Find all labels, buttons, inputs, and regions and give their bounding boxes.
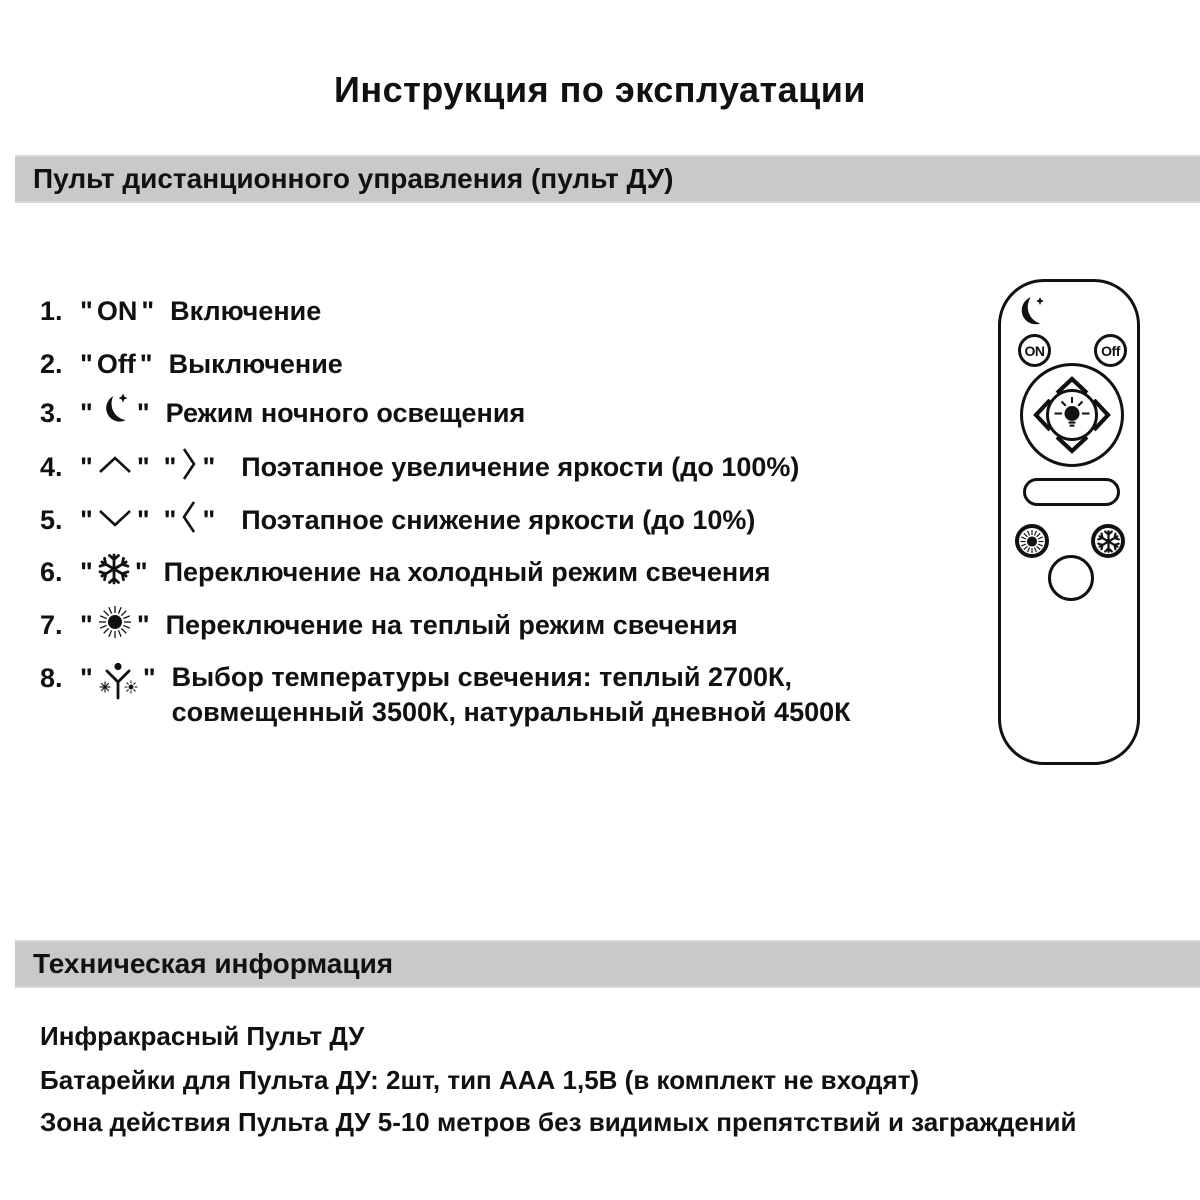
item-text-block bbox=[172, 660, 851, 730]
item-text: Выключение bbox=[168, 348, 343, 379]
quote-mark: " bbox=[80, 663, 93, 693]
quote-mark: " bbox=[80, 451, 93, 482]
section-header-remote bbox=[15, 155, 1200, 203]
quote-mark: " bbox=[80, 348, 93, 379]
list-item-warm-mode bbox=[40, 607, 738, 643]
item-text: Поэтапное увеличение яркости (до 100%) bbox=[241, 451, 800, 482]
item-text: Включение bbox=[170, 295, 322, 326]
item-text: Поэтапное снижение яркости (до 10%) bbox=[241, 504, 756, 535]
cold-mode-button bbox=[1091, 524, 1125, 558]
plain-round-button bbox=[1048, 555, 1094, 601]
list-item-brightness-up bbox=[40, 449, 799, 485]
quote-mark: " bbox=[136, 451, 150, 482]
quote-mark: " bbox=[163, 451, 177, 482]
list-item-night-mode bbox=[40, 395, 525, 431]
section-header-tech bbox=[15, 940, 1200, 988]
off-button bbox=[1094, 334, 1127, 367]
angle-left-icon bbox=[180, 498, 198, 543]
off-button-label: Off bbox=[1101, 342, 1120, 359]
moon-night-icon bbox=[97, 392, 133, 435]
chevron-down-icon bbox=[97, 505, 133, 536]
item-number: 4. bbox=[40, 451, 63, 482]
quote-mark: " bbox=[80, 295, 93, 326]
tech-line-remote-type: Инфракрасный Пульт ДУ bbox=[40, 1021, 365, 1051]
sun-icon bbox=[1019, 528, 1045, 555]
quote-mark: " bbox=[136, 504, 150, 535]
quote-mark: " bbox=[141, 295, 155, 326]
quote-mark: " bbox=[202, 451, 216, 482]
light-bulb-icon bbox=[1049, 392, 1095, 438]
quote-mark: " bbox=[202, 504, 216, 535]
on-label: ON bbox=[96, 295, 138, 326]
item-text: Режим ночного освещения bbox=[165, 397, 526, 428]
quote-mark: " bbox=[80, 397, 93, 428]
brightness-dpad bbox=[1020, 363, 1124, 467]
angle-right-icon bbox=[180, 445, 198, 490]
quote-mark: " bbox=[136, 609, 150, 640]
item-text: Переключение на теплый режим свечения bbox=[165, 609, 738, 640]
list-item-temperature-select bbox=[40, 660, 851, 730]
item-text: Переключение на холодный режим свечения bbox=[163, 556, 771, 587]
pill-button bbox=[1023, 478, 1120, 506]
quote-mark: " bbox=[134, 556, 148, 587]
item-text-line2: совмещенный 3500К, натуральный дневной 4500К bbox=[171, 697, 851, 727]
quote-mark: " bbox=[136, 397, 150, 428]
item-number: 7. bbox=[40, 609, 63, 640]
tech-line-batteries: Батарейки для Пульта ДУ: 2шт, тип ААА 1,5В (в комплект не входят) bbox=[40, 1065, 920, 1095]
section-header-remote-label: Пульт дистанционного управления (пульт ДУ) bbox=[33, 163, 674, 194]
item-number: 3. bbox=[40, 397, 63, 428]
off-label: Off bbox=[96, 348, 136, 379]
quote-mark: " bbox=[142, 663, 156, 693]
snowflake-icon bbox=[97, 552, 131, 593]
item-text-line1: Выбор температуры свечения: теплый 2700К, bbox=[171, 662, 792, 692]
list-item-brightness-down bbox=[40, 502, 755, 538]
temperature-select-icon bbox=[97, 660, 139, 711]
list-item-on bbox=[40, 293, 321, 329]
item-number: 2. bbox=[40, 348, 63, 379]
remote-control-illustration bbox=[998, 279, 1140, 765]
quote-mark: " bbox=[139, 348, 153, 379]
sun-icon bbox=[97, 604, 133, 647]
item-number: 6. bbox=[40, 556, 63, 587]
quote-mark: " bbox=[80, 556, 93, 587]
warm-mode-button bbox=[1015, 524, 1049, 558]
tech-line-range: Зона действия Пульта ДУ 5-10 метров без видимых препятствий и заграждений bbox=[40, 1107, 1077, 1137]
on-button bbox=[1018, 334, 1051, 367]
list-item-off bbox=[40, 346, 343, 382]
dpad-center-button bbox=[1046, 389, 1098, 441]
on-button-label: ON bbox=[1024, 342, 1045, 359]
item-number: 5. bbox=[40, 504, 63, 535]
snowflake-icon bbox=[1096, 529, 1121, 554]
chevron-up-icon bbox=[97, 452, 133, 483]
page-title: Инструкция по эксплуатации bbox=[333, 69, 867, 110]
moon-icon bbox=[1013, 294, 1049, 330]
quote-mark: " bbox=[80, 609, 93, 640]
quote-mark: " bbox=[80, 504, 93, 535]
list-item-cold-mode bbox=[40, 554, 771, 590]
section-header-tech-label: Техническая информация bbox=[33, 948, 394, 979]
item-number: 8. bbox=[40, 663, 63, 693]
quote-mark: " bbox=[163, 504, 177, 535]
item-number: 1. bbox=[40, 295, 63, 326]
